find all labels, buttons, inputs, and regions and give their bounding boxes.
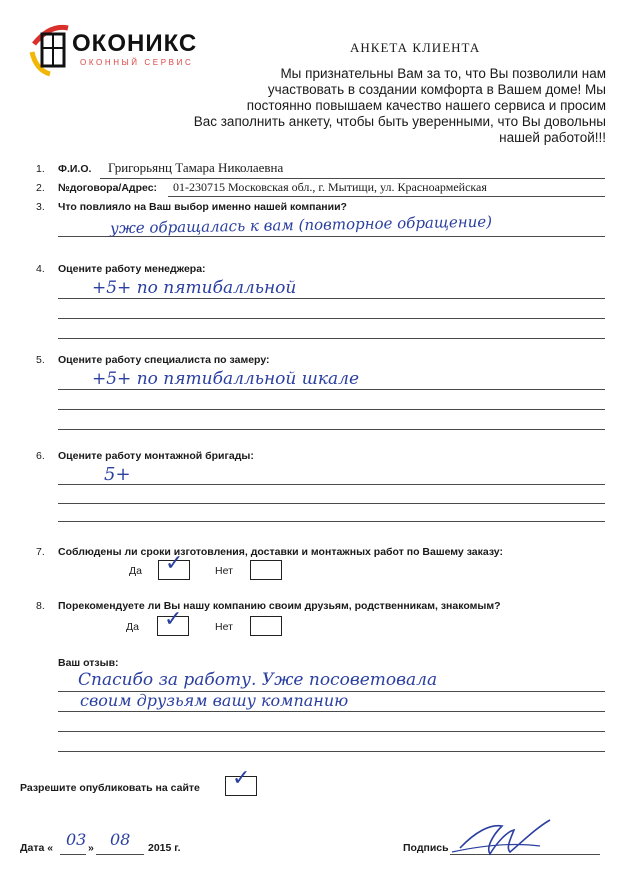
q5-number: 5. bbox=[36, 354, 45, 366]
q4-number: 4. bbox=[36, 263, 45, 275]
q1-number: 1. bbox=[36, 163, 45, 175]
review-line-2: своим друзьям вашу компанию bbox=[80, 691, 349, 710]
brand-name: ОКОНИКС bbox=[72, 30, 198, 57]
q4-line-1 bbox=[58, 298, 605, 299]
q5-line-3 bbox=[58, 429, 605, 430]
publish-label: Разрешите опубликовать на сайте bbox=[20, 782, 200, 794]
review-line-rule-2 bbox=[58, 711, 605, 712]
q7-no-checkbox[interactable] bbox=[250, 560, 282, 580]
review-label: Ваш отзыв: bbox=[58, 657, 119, 669]
date-year: 2015 г. bbox=[148, 842, 181, 854]
q8-label: Порекомендуете ли Вы нашу компанию своим друзьям, родственникам, знакомым? bbox=[58, 600, 501, 612]
q3-answer: уже обращалась к вам (повторное обращение) bbox=[109, 212, 493, 238]
q7-number: 7. bbox=[36, 546, 45, 558]
q8-number: 8. bbox=[36, 600, 45, 612]
q5-label: Оцените работу специалиста по замеру: bbox=[58, 354, 270, 366]
q8-yes-check-icon: ✓ bbox=[164, 607, 183, 632]
q6-line-2 bbox=[58, 503, 605, 504]
review-line-1: Спасибо за работу. Уже посоветовала bbox=[78, 670, 438, 690]
q3-number: 3. bbox=[36, 201, 45, 213]
q7-no-label: Нет bbox=[215, 565, 233, 577]
q5-answer: +5+ по пятибалльной шкале bbox=[92, 369, 360, 389]
q2-number: 2. bbox=[36, 182, 45, 194]
date-month: 08 bbox=[110, 830, 131, 849]
q8-no-checkbox[interactable] bbox=[250, 616, 282, 636]
q6-line-1 bbox=[58, 484, 605, 485]
q8-yes-label: Да bbox=[126, 621, 139, 633]
date-day-line bbox=[60, 854, 86, 855]
review-line-rule-4 bbox=[58, 751, 605, 752]
q4-line-2 bbox=[58, 318, 605, 319]
q1-label: Ф.И.О. bbox=[58, 163, 92, 175]
q3-line-1 bbox=[58, 236, 605, 237]
q6-answer: 5+ bbox=[104, 464, 131, 485]
brand-tagline: ОКОННЫЙ СЕРВИС bbox=[80, 58, 194, 67]
q3-label: Что повлияло на Ваш выбор именно нашей компании? bbox=[58, 201, 347, 213]
q7-yes-check-icon: ✓ bbox=[165, 551, 184, 576]
q2-label: №договора/Адрес: bbox=[58, 182, 158, 194]
form-title: АНКЕТА КЛИЕНТА bbox=[350, 40, 481, 55]
q5-line-1 bbox=[58, 389, 605, 390]
q5-line-2 bbox=[58, 409, 605, 410]
date-mid: » bbox=[88, 842, 94, 854]
review-line-rule-3 bbox=[58, 731, 605, 732]
intro-text: Мы признательны Вам за то, что Вы позволили нам участвовать в создании комфорта в Вашем доме! Мы постоянно повышаем качество нашего сервиса и просим Вас заполнить анкету, чтобы быть уверенными, что Вы довольны нашей работой!!! bbox=[193, 66, 606, 145]
signature-label: Подпись bbox=[403, 842, 449, 854]
q1-value: Григорьянц Тамара Николаевна bbox=[108, 160, 284, 175]
q2-line bbox=[168, 196, 605, 197]
q8-no-label: Нет bbox=[215, 621, 233, 633]
signature-mark bbox=[440, 812, 560, 862]
q2-value: 01-230715 Московская обл., г. Мытищи, ул. Красноармейская bbox=[173, 180, 487, 194]
date-label: Дата « bbox=[20, 842, 54, 854]
q4-label: Оцените работу менеджера: bbox=[58, 263, 206, 275]
q4-answer: +5+ по пятибалльной bbox=[92, 278, 297, 298]
q7-yes-label: Да bbox=[129, 565, 142, 577]
date-month-line bbox=[96, 854, 144, 855]
date-day: 03 bbox=[66, 830, 87, 849]
q6-number: 6. bbox=[36, 450, 45, 462]
q4-line-3 bbox=[58, 338, 605, 339]
publish-check-icon: ✓ bbox=[232, 766, 251, 791]
q7-label: Соблюдены ли сроки изготовления, доставки и монтажных работ по Вашему заказу: bbox=[58, 546, 503, 558]
q6-line-3 bbox=[58, 521, 605, 522]
q1-line bbox=[100, 178, 605, 179]
q6-label: Оцените работу монтажной бригады: bbox=[58, 450, 254, 462]
